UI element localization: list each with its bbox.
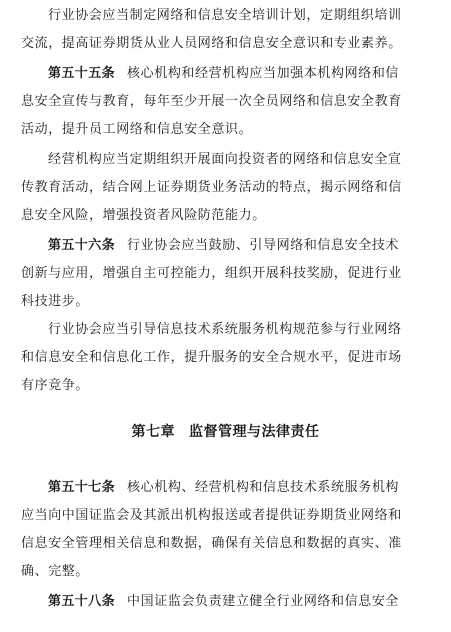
text-line: 交流，提高证券期货从业人员网络和信息安全意识和专业素养。 [21, 36, 402, 51]
article-58-first-line [48, 588, 399, 616]
text-line: 信息安全管理相关信息和数据，确保有关信息和数据的真实、准 [21, 536, 402, 551]
text-line: 经营机构应当定期组织开展面向投资者的网络和信息安全宣 [48, 152, 402, 167]
text-segment: 核心机构和经营机构应当加强本机构网络和信 [127, 66, 400, 81]
text-line: 和信息安全和信息化工作，提升服务的安全合规水平，促进市场 [21, 350, 402, 365]
article-57-first-line [48, 474, 399, 502]
article-55-label: 第五十五条 [48, 66, 116, 81]
article-57-label: 第五十七条 [48, 480, 116, 495]
text-line: 应当向中国证监会及其派出机构报送或者提供证券期货业网络和 [21, 508, 402, 523]
text-line: 息安全风险，增强投资者风险防范能力。 [21, 208, 266, 223]
chapter-number: 第七章 [131, 424, 175, 440]
text-line: 息安全宣传与教育，每年至少开展一次全员网络和信息安全教育 [21, 94, 402, 109]
text-line: 行业协会应当引导信息技术系统服务机构规范参与行业网络 [48, 322, 402, 337]
article-56-label: 第五十六条 [48, 238, 116, 253]
text-line: 活动，提升员工网络和信息安全意识。 [21, 122, 253, 137]
text-line: 确、完整。 [21, 564, 90, 579]
text-segment: 中国证监会负责建立健全行业网络和信息安全 [127, 594, 400, 609]
text-segment: 行业协会应当鼓励、引导网络和信息安全技术 [127, 238, 400, 253]
text-line: 科技进步。 [21, 294, 90, 309]
text-line: 传教育活动，结合网上证券期货业务活动的特点，揭示网络和信 [21, 180, 402, 195]
text-line: 行业协会应当制定网络和信息安全培训计划，定期组织培训 [48, 8, 402, 23]
article-55-first-line [48, 60, 399, 88]
chapter-heading [0, 418, 451, 446]
article-56-first-line [48, 232, 399, 260]
text-line: 创新与应用，增强自主可控能力，组织开展科技奖励，促进行业 [21, 266, 402, 281]
article-58-label: 第五十八条 [48, 594, 116, 609]
text-line: 有序竞争。 [21, 378, 90, 393]
text-segment: 核心机构、经营机构和信息技术系统服务机构 [127, 480, 400, 495]
chapter-title: 监督管理与法律责任 [189, 424, 320, 440]
